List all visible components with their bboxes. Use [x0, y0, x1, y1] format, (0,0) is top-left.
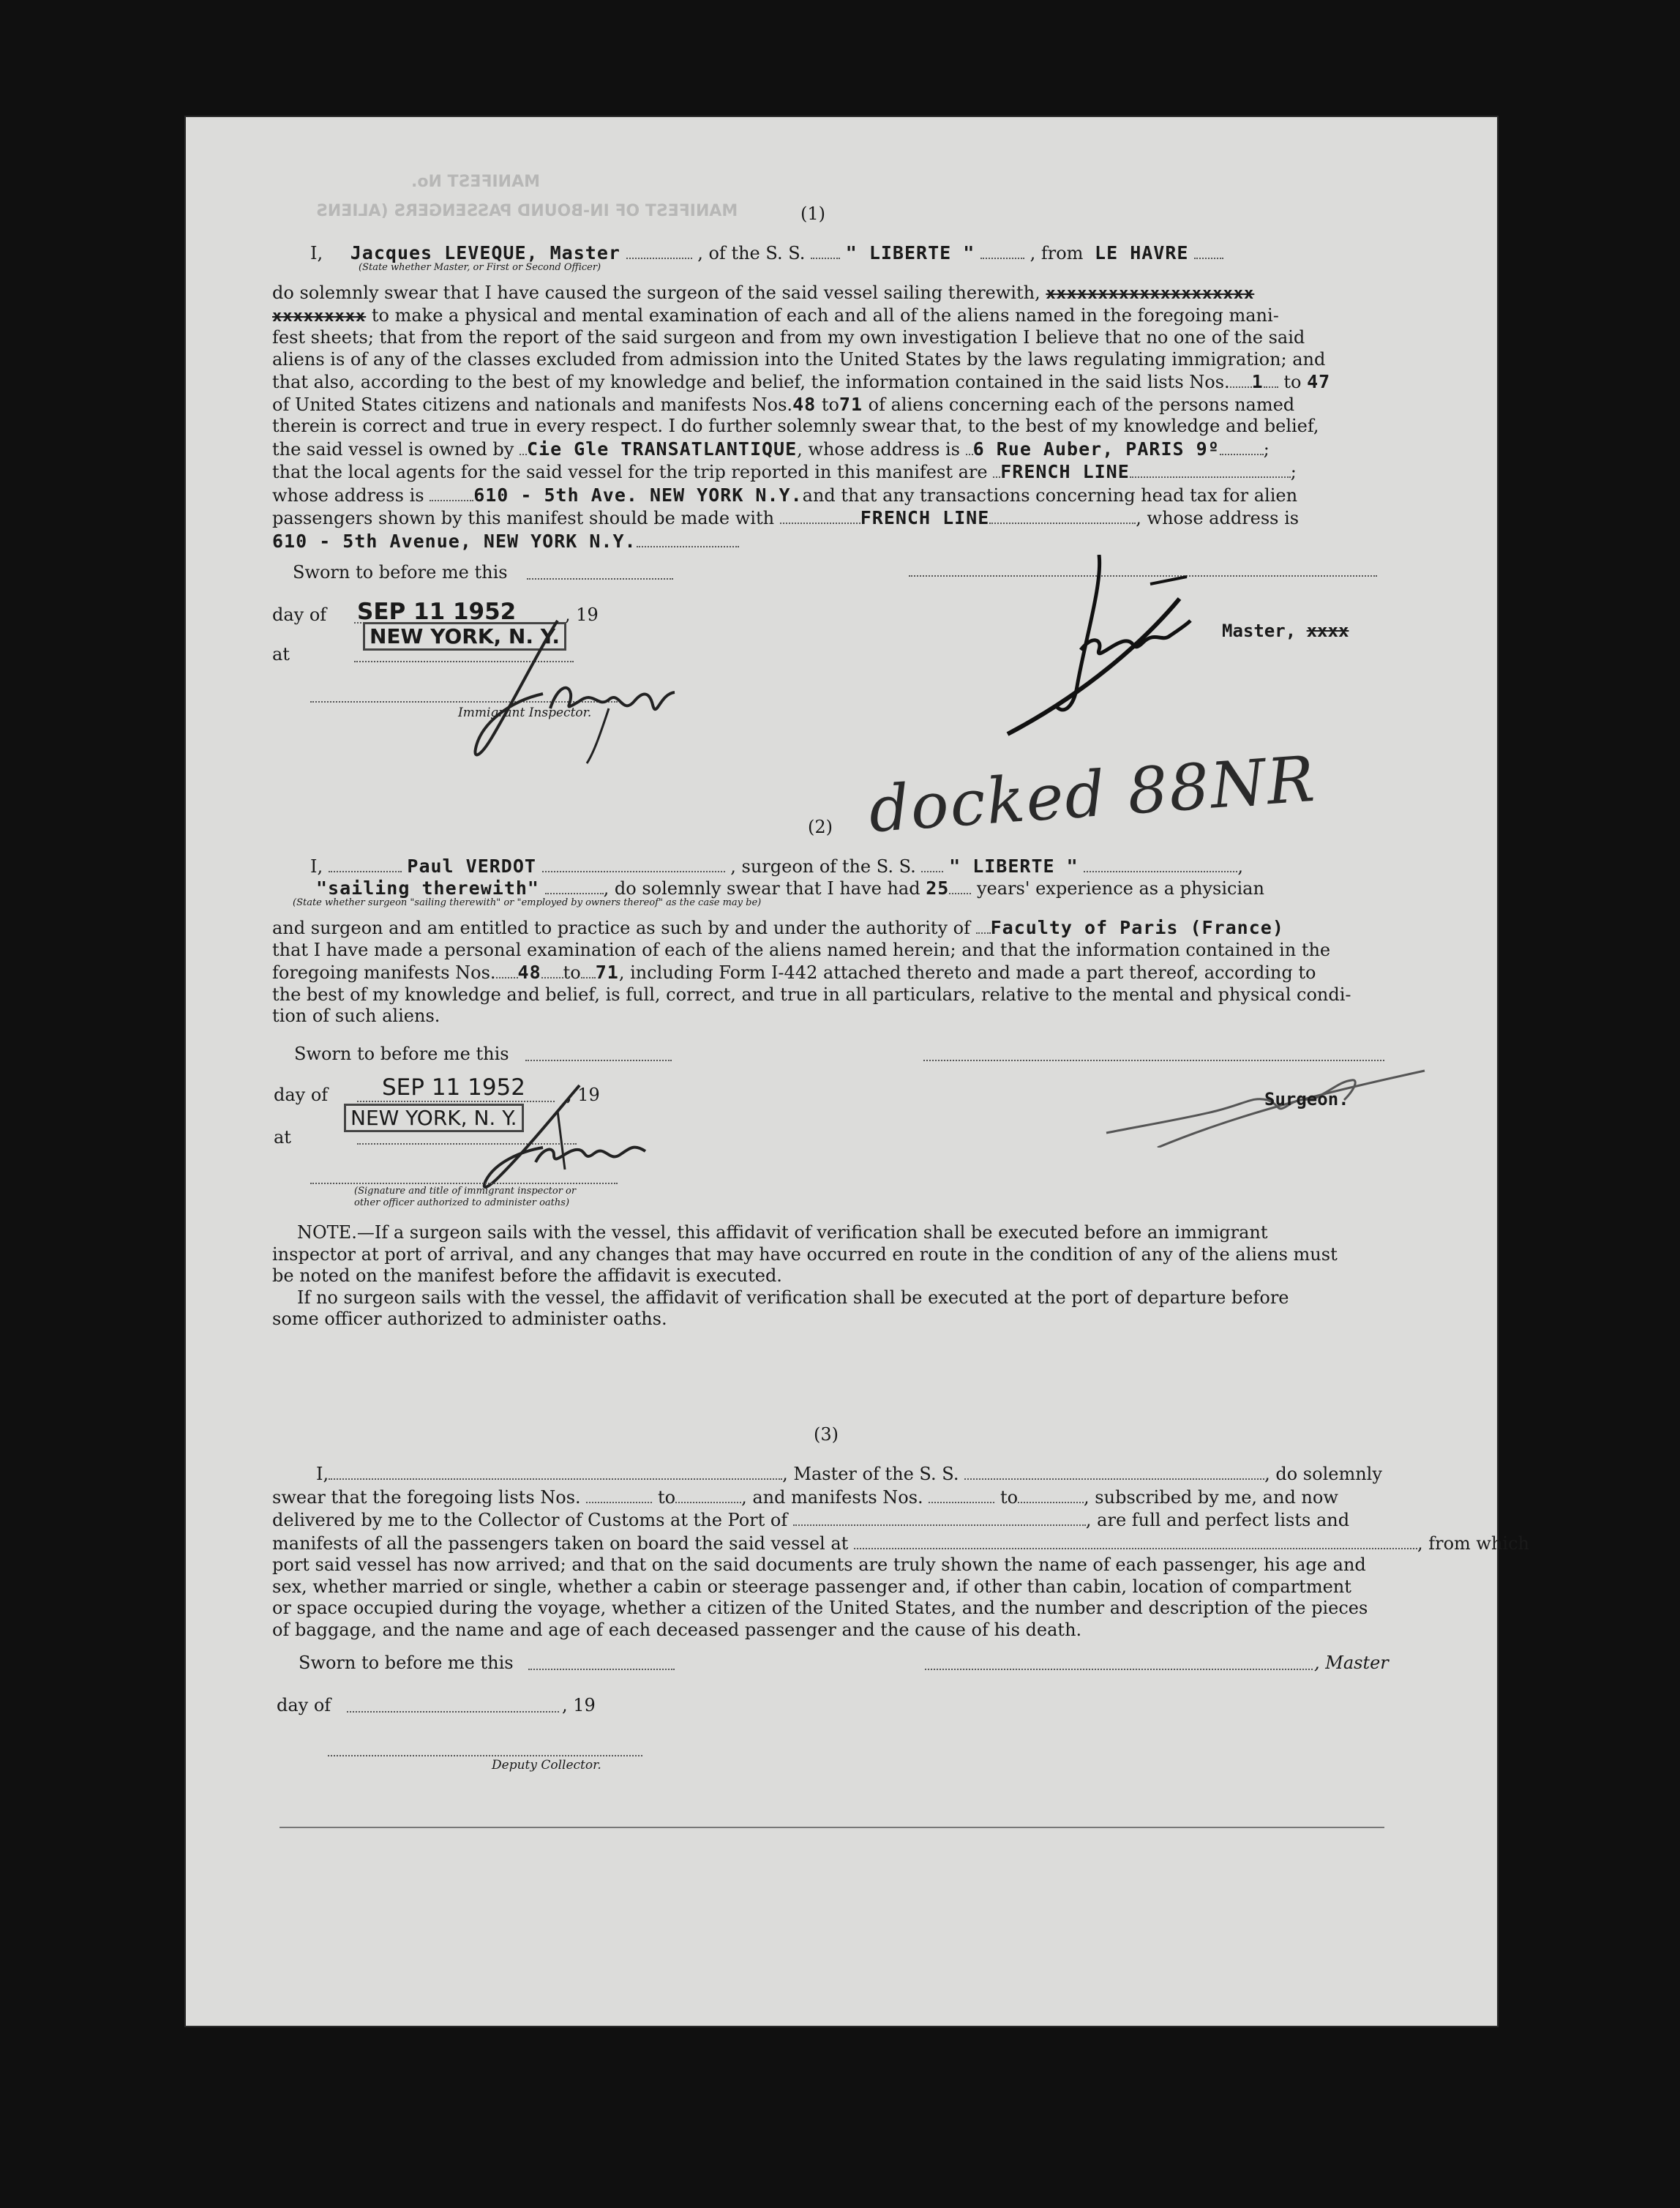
to-word: to — [1283, 372, 1302, 392]
tax-agent-rule — [989, 506, 1136, 524]
agents-name: FRENCH LINE — [1000, 461, 1130, 482]
surgeon-name-rule-left — [329, 855, 402, 872]
pronoun: I, — [310, 243, 323, 263]
sworn-label-2: Sworn to before me this — [294, 1044, 509, 1064]
vessel-name-2: " LIBERTE " — [949, 856, 1079, 877]
sworn-rule-2 — [525, 1060, 672, 1061]
manifest-to-rule — [581, 961, 596, 978]
day-of-label-3: day of — [277, 1695, 331, 1715]
s3-line-6: sex, whether married or single, whether a cabin or steerage passenger and, if other than cabin, location of compartment — [272, 1576, 1351, 1597]
manifest-page — [184, 116, 1529, 2027]
s3-lists-from-rule — [586, 1486, 652, 1503]
s3-from-which: , from which — [1417, 1532, 1529, 1554]
date-stamp-2: SEP 11 1952 — [382, 1074, 526, 1101]
tax-address: 610 - 5th Avenue, NEW YORK N.Y. — [272, 530, 637, 552]
authority: Faculty of Paris (France) — [990, 917, 1284, 938]
s3-line-5: port said vessel has now arrived; and that on the said documents are truly shown the name of each passenger, his age and — [272, 1554, 1366, 1575]
s3-taken-rule — [854, 1532, 1417, 1549]
manifest-from-rule — [496, 961, 518, 978]
manifest-from: 48 — [792, 393, 817, 415]
swear-text: , do solemnly swear that I have had — [603, 878, 920, 899]
from-port: LE HAVRE — [1095, 242, 1189, 263]
nineteen-3: , 19 — [562, 1695, 596, 1715]
sworn-rule-3 — [528, 1669, 675, 1670]
place-stamp-2: NEW YORK, N. Y. — [344, 1104, 524, 1132]
struck-text-2: xxxxxxxxx — [272, 307, 367, 326]
section-2-line-2 — [316, 877, 1264, 899]
lists-from: 1 — [1251, 371, 1264, 392]
form-i442-text: , including Form I-442 attached thereto and made a part thereof, according to — [618, 962, 1316, 983]
s3-taken-label: manifests of all the passengers taken on board the said vessel at — [272, 1532, 849, 1554]
belief-line: the best of my knowledge and belief, is full, correct, and true in all particulars, relative to the mental and physical condi- — [272, 984, 1351, 1005]
note-block — [272, 1222, 1494, 1331]
head-tax-label: and that any transactions concerning head tax for alien — [802, 484, 1298, 506]
officer-signature-rule — [310, 1183, 618, 1184]
of-the-ss: , of the S. S. — [697, 243, 806, 263]
authority-rule-left — [976, 916, 991, 934]
date-stamp-1: SEP 11 1952 — [357, 599, 517, 625]
inspector-caption: Immigrant Inspector. — [458, 706, 592, 720]
oath-line-5: that also, according to the best of my knowledge and belief, the information contained in the said lists Nos. — [272, 372, 1230, 392]
s3-lists-to-rule — [675, 1486, 741, 1503]
s3-collector-label: delivered by me to the Collector of Customs at the Port of — [272, 1510, 788, 1530]
docked-annotation: docked 88NR — [866, 742, 1319, 847]
s3-line-7: or space occupied during the voyage, whether a citizen of the United States, and the number and description of the pieces — [272, 1598, 1368, 1618]
lists-from-rule — [1230, 370, 1252, 388]
manifest-from-2: 48 — [517, 962, 541, 983]
section-2-body — [272, 916, 1494, 1028]
lists-to: 47 — [1307, 371, 1331, 392]
authority-label: and surgeon and am entitled to practice as such by and under the authority of — [272, 918, 970, 938]
s3-master-label: , Master of the S. S. — [782, 1464, 959, 1484]
vessel-rule-right-2 — [1084, 855, 1237, 872]
s3-to-2: to — [1000, 1486, 1019, 1508]
agents-address: 610 - 5th Ave. NEW YORK N.Y. — [473, 484, 803, 506]
note-line-3: be noted on the manifest before the affidavit is executed. — [272, 1265, 782, 1286]
section-2-number: (2) — [808, 817, 833, 837]
oath-line-1: do solemnly swear that I have caused the surgeon of the said vessel sailing therewith, — [272, 282, 1040, 303]
agents-address-rule-left — [430, 484, 473, 501]
agents-label: that the local agents for the said vessel for the trip reported in this manifest are — [272, 462, 988, 482]
surgeon-of-label: , surgeon of the S. S. — [730, 856, 916, 877]
oath-line-4: aliens is of any of the classes excluded from admission into the United States by the laws regulating immigration; and — [272, 348, 1326, 370]
note-line-1: NOTE.—If a surgeon sails with the vessel, this affidavit of verification shall be executed before an immigrant — [297, 1222, 1268, 1243]
agents-rule — [1130, 460, 1291, 478]
at-label-1: at — [272, 644, 290, 665]
surgeon-name-rule — [542, 855, 725, 872]
section-2-line-1: I, Paul VERDOT , surgeon of the S. S. " LIBERTE " , — [310, 856, 1243, 877]
owner-address-rule — [1220, 438, 1264, 455]
sworn-label-1: Sworn to before me this — [293, 562, 508, 583]
to-word: to — [821, 394, 839, 415]
master-hint: (State whether Master, or First or Second Officer) — [359, 262, 601, 273]
tax-agent-name: FRENCH LINE — [860, 507, 990, 528]
agents-address-label: whose address is — [272, 484, 424, 506]
vessel-name: " LIBERTE " — [845, 242, 975, 263]
oath-line-7: therein is correct and true in every respect. I do further solemnly swear that, to the best of my knowledge and belief, — [272, 416, 1319, 436]
s3-solemnly: , do solemnly — [1264, 1464, 1382, 1484]
section-3-body — [272, 1462, 1529, 1641]
officer-caption-1: (Signature and title of immigrant inspector or — [354, 1186, 577, 1197]
surgeon-signature-rule — [923, 1060, 1384, 1061]
note-line-5: some officer authorized to administer oaths. — [272, 1309, 667, 1329]
agents-rule-left — [993, 460, 1000, 478]
inspector-signature — [440, 613, 733, 767]
struck-text-1: xxxxxxxxxxxxxxxxxxxx — [1046, 285, 1255, 303]
s3-man-from-rule — [929, 1486, 994, 1503]
nineteen-2: , 19 — [566, 1085, 600, 1105]
manifests-label: foregoing manifests Nos. — [272, 962, 496, 983]
day-of-label-1: day of — [272, 605, 327, 625]
section-1-body: do solemnly swear that I have caused the surgeon of the said vessel sailing therewith, xxxxxxxxxxxxxxxxxxxx xxxxxxxxx to make a physical and mental examination of each and all of the aliens named in the foregoing mani- fest sheets; that from the report of the said surgeon and from my own investigation I believe that no one of the said aliens is of any of the classes excluded from admission into the United States by the laws regulating immigration; and that also, according to the best of my knowledge and belief, the information contained in the said lists Nos. 1 to 47 of United States citizens and nationals and manifests Nos.48 to71 of aliens concerning each of the persons named therein is correct and true in every respect. I do further solemnly swear that, to the best of my knowledge and belief, the said vessel is owned by Cie Gle TRANSATLANTIQUE, whose address is 6 Rue Auber, PARIS 9º ; that the local agents for the said vessel for the trip reported in this manifest are FRENCH LINE ; whose address is 610 - 5th Ave. NEW YORK N.Y.and that any transactions concerning head tax for alien passengers shown by this manifest should be made with FRENCH LINE , whose address is 610 - 5th Avenue, NEW YORK N.Y. — [272, 282, 1491, 553]
s3-to: to — [657, 1486, 676, 1508]
vessel-rule-right — [980, 242, 1024, 259]
years-experience: 25 — [926, 877, 950, 899]
s3-full-lists: , are full and perfect lists and — [1085, 1510, 1350, 1530]
vessel-rule-left-2 — [921, 855, 943, 872]
oath-line-6b: of aliens concerning each of the persons named — [868, 394, 1295, 415]
note-line-2: inspector at port of arrival, and any changes that may have occurred en route in the condition of any of the aliens must — [272, 1243, 1338, 1265]
surgeon-caption: Surgeon. — [1264, 1089, 1349, 1109]
years-text: years' experience as a physician — [977, 878, 1264, 899]
status-hint: (State whether surgeon "sailing therewith" or "employed by owners thereof" as the case may be) — [293, 897, 762, 908]
bleed-through-heading: MANIFEST OF IN-BOUND PASSENGERS (ALIENS — [316, 202, 738, 220]
lists-rule — [1264, 370, 1278, 388]
owner-rule-left — [520, 438, 527, 455]
s3-master-rule — [329, 1462, 782, 1480]
s3-port-rule — [793, 1508, 1086, 1526]
oath-line-3: fest sheets; that from the report of the said surgeon and from my own investigation I believe that no one of the said — [272, 327, 1305, 348]
master-signature — [1004, 555, 1223, 760]
owner-name: Cie Gle TRANSATLANTIQUE — [526, 438, 798, 460]
day-rule-3 — [347, 1711, 559, 1713]
bleed-through-manifest-no: MANIFEST No. — [411, 173, 540, 191]
tax-agent-rule-left — [780, 506, 860, 524]
tax-address-label: , whose address is — [1136, 508, 1300, 528]
master-name: Jacques LEVEQUE, Master — [350, 242, 620, 263]
tax-agent-label: passengers shown by this manifest should be made with — [272, 508, 775, 528]
at-label-2: at — [274, 1127, 291, 1148]
aliens-line: tion of such aliens. — [272, 1006, 440, 1026]
section-1-line-1 — [310, 242, 1223, 264]
sworn-rule-1 — [527, 578, 673, 580]
s3-master-signature-rule — [925, 1669, 1313, 1670]
owner-address-rule-left — [966, 438, 973, 455]
deputy-rule — [328, 1755, 642, 1756]
s3-man-to-rule — [1018, 1486, 1084, 1503]
s3-pronoun: I, — [316, 1464, 329, 1484]
vessel-rule-left — [811, 242, 840, 259]
note-line-4: If no surgeon sails with the vessel, the affidavit of verification shall be executed at the port of departure before — [297, 1287, 1289, 1308]
from-label: , from — [1030, 243, 1084, 263]
surgeon-name: Paul VERDOT — [407, 856, 536, 877]
s3-manifests-label: , and manifests Nos. — [741, 1486, 923, 1508]
s3-subscribed: , subscribed by me, and now — [1084, 1486, 1338, 1508]
surgeon-signature — [1099, 1060, 1428, 1148]
master-caption-text: Master, — [1222, 621, 1297, 641]
section-3-number: (3) — [814, 1424, 839, 1445]
owner-address-label: , whose address is — [797, 438, 960, 460]
oath-line-2: to make a physical and mental examination of each and all of the aliens named in the foregoing mani- — [371, 304, 1279, 326]
to-word: to — [563, 962, 581, 983]
manifest-mid-rule — [541, 961, 563, 978]
owned-by-label: the said vessel is owned by — [272, 438, 514, 460]
s3-master-caption: , Master — [1314, 1653, 1389, 1673]
pronoun: I, — [310, 856, 323, 877]
master-caption-struck: xxxx — [1306, 621, 1349, 641]
surgeon-status: "sailing therewith" — [316, 877, 539, 899]
section-1-number: (1) — [800, 203, 825, 224]
place-stamp-1: NEW YORK, N. Y. — [363, 622, 566, 651]
deputy-caption: Deputy Collector. — [492, 1758, 601, 1773]
manifest-to: 71 — [839, 393, 863, 415]
s3-lists-label: swear that the foregoing lists Nos. — [272, 1486, 581, 1508]
master-name-rule — [626, 242, 692, 259]
day-of-label-2: day of — [274, 1085, 329, 1105]
oath-line-6: of United States citizens and nationals and manifests Nos. — [272, 394, 793, 415]
master-caption — [1222, 621, 1349, 642]
inspector-signature-2 — [470, 1082, 689, 1199]
owner-address: 6 Rue Auber, PARIS 9º — [972, 438, 1220, 460]
s3-vessel-rule — [964, 1462, 1264, 1480]
years-rule — [949, 877, 971, 894]
sworn-label-3: Sworn to before me this — [299, 1653, 514, 1673]
bottom-rule — [280, 1827, 1384, 1828]
from-port-rule — [1194, 242, 1223, 259]
nineteen-1: , 19 — [565, 605, 599, 625]
tax-address-rule — [637, 530, 739, 547]
officer-caption-2: other officer authorized to administer oaths) — [354, 1197, 570, 1208]
manifest-to-2: 71 — [595, 962, 619, 983]
s3-line-8: of baggage, and the name and age of each deceased passenger and the cause of his death. — [272, 1619, 1082, 1640]
exam-line: that I have made a personal examination of each of the aliens named herein; and that the information contained in the — [272, 939, 1331, 960]
status-rule — [545, 877, 604, 894]
